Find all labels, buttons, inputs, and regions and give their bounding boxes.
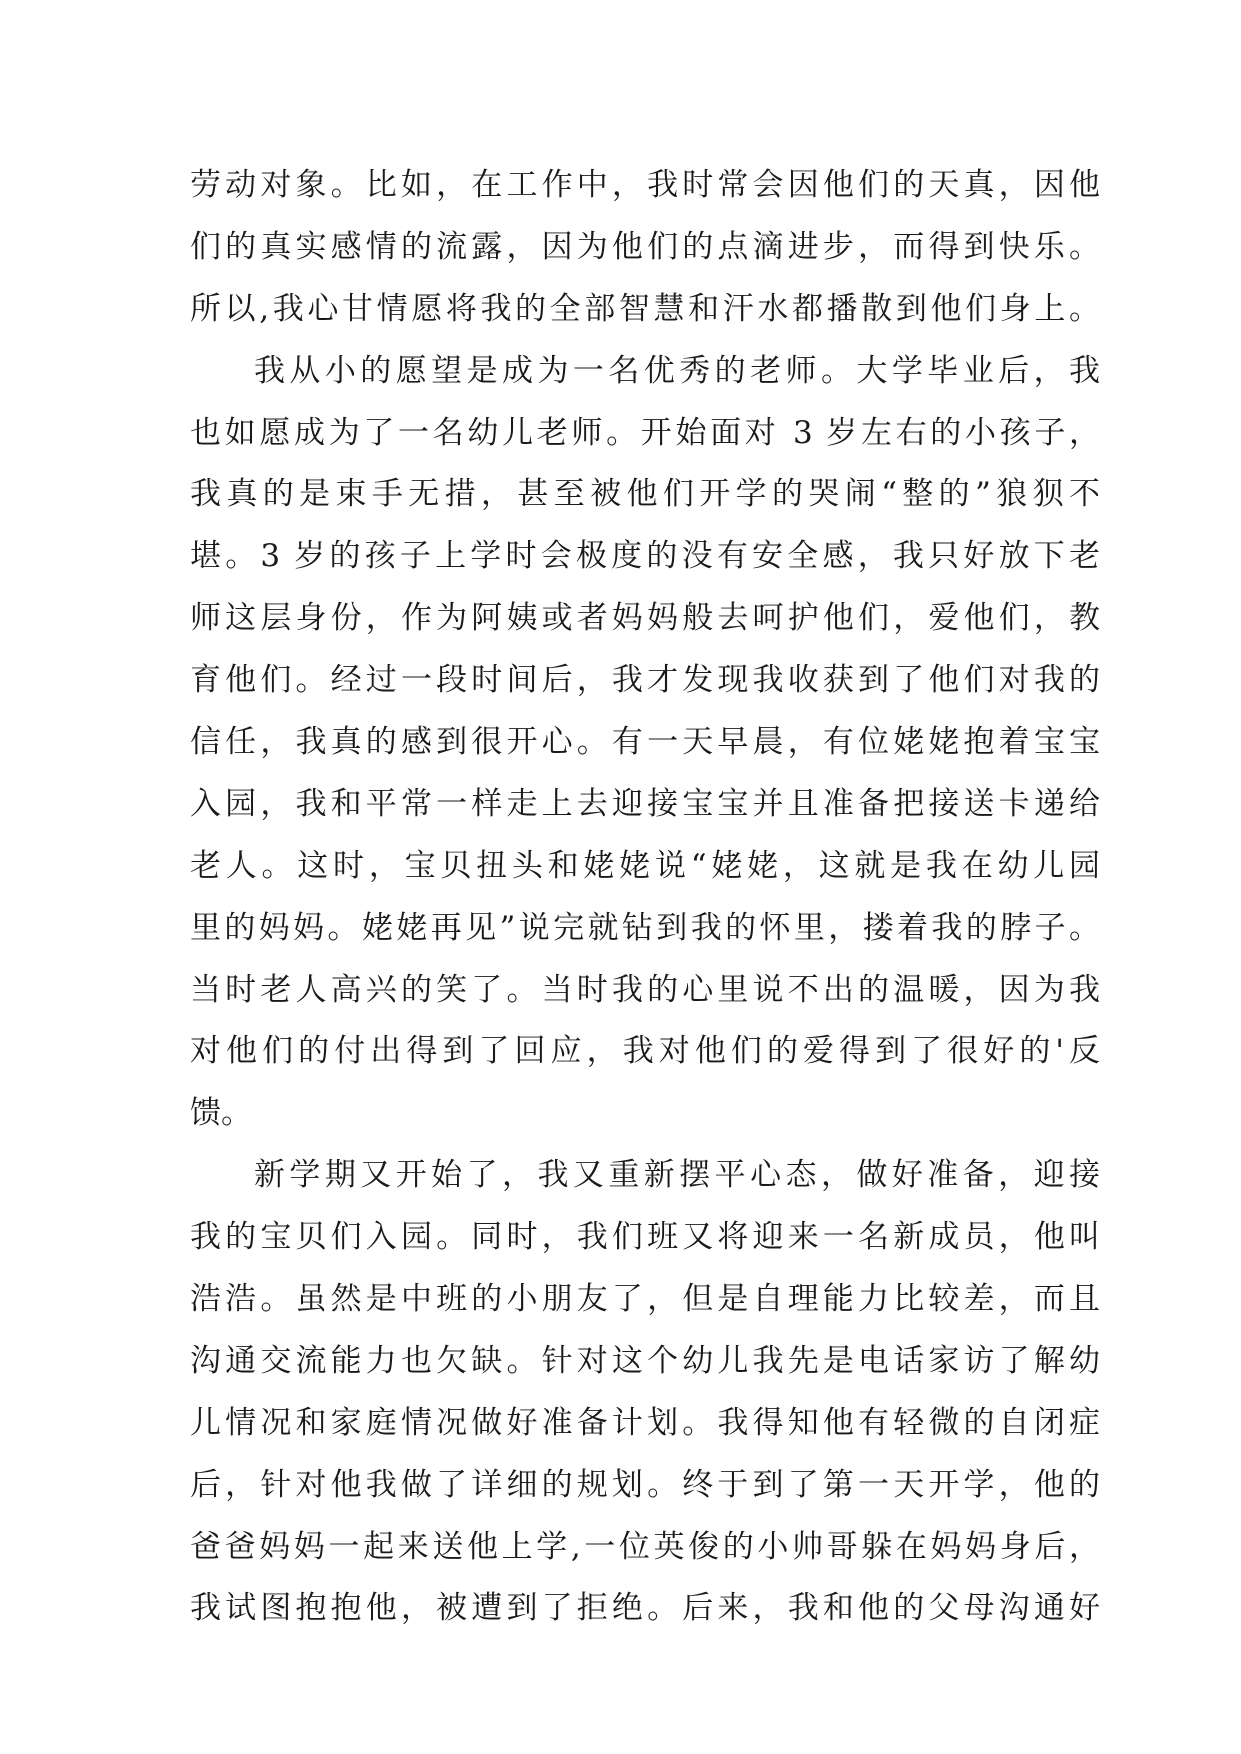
text-line: 我真的是束手无措，甚至被他们开学的哭闹“整的”狼狈不 <box>190 476 1100 513</box>
text-line: 里的妈妈。姥姥再见”说完就钻到我的怀里，搂着我的脖子。 <box>190 909 1100 946</box>
text-line: 们的真实感情的流露，因为他们的点滴进步，而得到快乐。 <box>190 228 1100 265</box>
text-line: 对他们的付出得到了回应，我对他们的爱得到了很好的'反 <box>190 1033 1100 1070</box>
text-line: 师这层身份，作为阿姨或者妈妈般去呵护他们，爱他们，教 <box>190 600 1100 637</box>
body-text <box>190 155 1100 1640</box>
text-line: 堪。3 岁的孩子上学时会极度的没有安全感，我只好放下老 <box>190 538 1100 575</box>
text-line: 当时老人高兴的笑了。当时我的心里说不出的温暖，因为我 <box>190 971 1100 1008</box>
text-line: 育他们。经过一段时间后，我才发现我收获到了他们对我的 <box>190 662 1100 699</box>
text-line: 儿情况和家庭情况做好准备计划。我得知他有轻微的自闭症 <box>190 1404 1100 1441</box>
text-line: 我的宝贝们入园。同时，我们班又将迎来一名新成员，他叫 <box>190 1219 1100 1256</box>
text-line: 浩浩。虽然是中班的小朋友了，但是自理能力比较差，而且 <box>190 1281 1100 1318</box>
text-line: 劳动对象。比如，在工作中，我时常会因他们的天真，因他 <box>190 167 1100 203</box>
text-line: 所以,我心甘情愿将我的全部智慧和汗水都播散到他们身上。 <box>190 290 1100 327</box>
paragraph-first-line: 我从小的愿望是成为一名优秀的老师。大学毕业后，我 <box>254 352 1100 389</box>
text-line: 老人。这时，宝贝扭头和姥姥说“姥姥，这就是我在幼儿园 <box>190 847 1100 884</box>
paragraph-first-line: 新学期又开始了，我又重新摆平心态，做好准备，迎接 <box>254 1157 1100 1194</box>
text-line: 沟通交流能力也欠缺。针对这个幼儿我先是电话家访了解幼 <box>190 1342 1100 1379</box>
text-line: 后，针对他我做了详细的规划。终于到了第一天开学，他的 <box>190 1466 1100 1503</box>
text-line: 也如愿成为了一名幼儿老师。开始面对 3 岁左右的小孩子， <box>190 414 1100 451</box>
text-line: 我试图抱抱他，被遭到了拒绝。后来，我和他的父母沟通好 <box>190 1590 1100 1627</box>
text-line: 馈。 <box>190 1095 252 1132</box>
text-line: 信任，我真的感到很开心。有一天早晨，有位姥姥抱着宝宝 <box>190 724 1100 761</box>
text-line: 爸爸妈妈一起来送他上学,一位英俊的小帅哥躲在妈妈身后， <box>190 1528 1100 1565</box>
text-line: 入园，我和平常一样走上去迎接宝宝并且准备把接送卡递给 <box>190 785 1100 822</box>
